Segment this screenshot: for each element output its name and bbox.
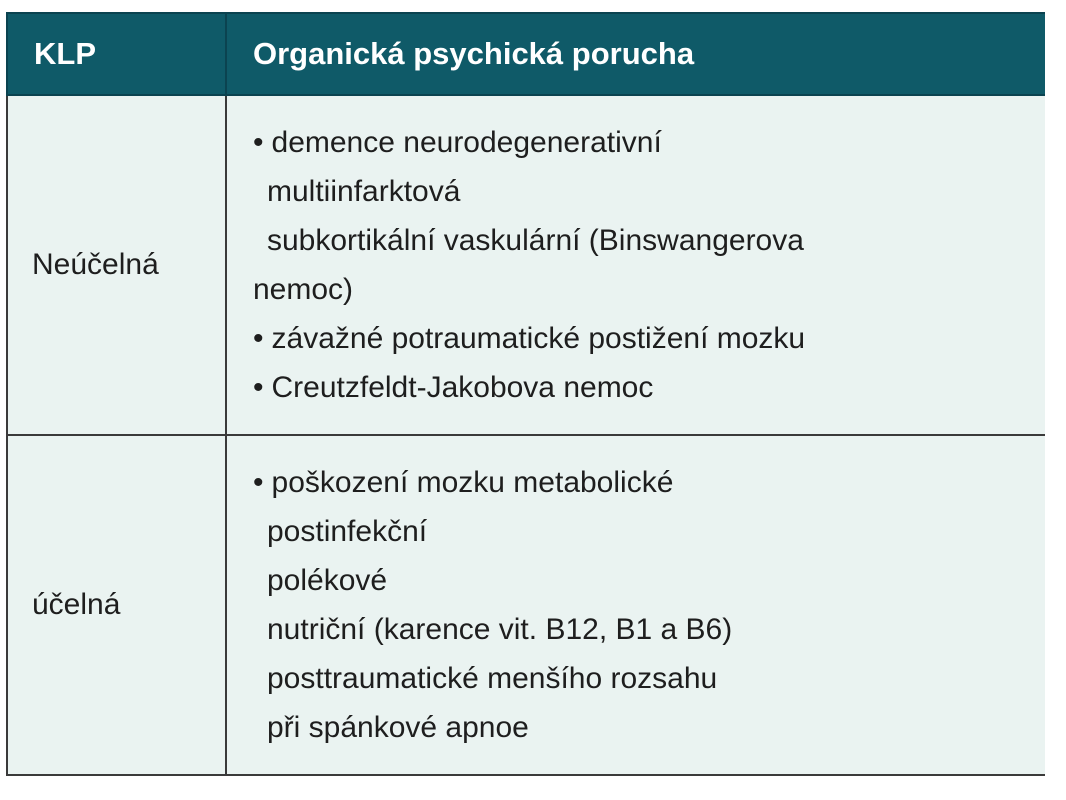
- disorder-table: [6, 12, 1045, 776]
- list-item: [253, 167, 1045, 216]
- list-item-text: posttraumatické menšího rozsahu: [267, 662, 718, 695]
- list-item: [253, 265, 1045, 314]
- disorder-table-container: [6, 12, 1044, 776]
- header-disorder: Organická psychická porucha: [226, 13, 1045, 95]
- list-item-text: Creutzfeldt-Jakobova nemoc: [271, 371, 654, 404]
- table-row: [7, 435, 1045, 775]
- list-item: [253, 458, 1045, 507]
- list-item-text: nutriční (karence vit. B12, B1 a B6): [267, 613, 733, 646]
- list-item-text: multiinfarktová: [267, 175, 461, 208]
- list-item: [253, 314, 1045, 363]
- list-item: [253, 118, 1045, 167]
- list-item-text: poškození mozku metabolické: [271, 466, 674, 499]
- bullet-icon: •: [253, 322, 264, 355]
- list-item-text: demence neurodegenerativní: [271, 126, 662, 159]
- klp-cell: Neúčelná: [7, 95, 226, 435]
- bullet-icon: •: [253, 466, 264, 499]
- list-item-text: nemoc): [253, 273, 354, 306]
- list-item: [253, 363, 1045, 412]
- list-item: [253, 507, 1045, 556]
- disorder-cell: [226, 95, 1045, 435]
- bullet-icon: •: [253, 371, 264, 404]
- list-item: [253, 605, 1045, 654]
- list-item-text: postinfekční: [267, 515, 428, 548]
- disorder-cell: [226, 435, 1045, 775]
- table-row: [7, 95, 1045, 435]
- klp-cell: účelná: [7, 435, 226, 775]
- bullet-icon: •: [253, 126, 264, 159]
- list-item: [253, 654, 1045, 703]
- list-item-text: závažné potraumatické postižení mozku: [271, 322, 806, 355]
- header-klp: KLP: [7, 13, 226, 95]
- list-item: [253, 216, 1045, 265]
- list-item-text: polékové: [267, 564, 388, 597]
- list-item: [253, 703, 1045, 752]
- list-item-text: subkortikální vaskulární (Binswangerova: [267, 224, 804, 257]
- list-item-text: při spánkové apnoe: [267, 711, 529, 744]
- list-item: [253, 556, 1045, 605]
- table-header-row: [7, 13, 1045, 95]
